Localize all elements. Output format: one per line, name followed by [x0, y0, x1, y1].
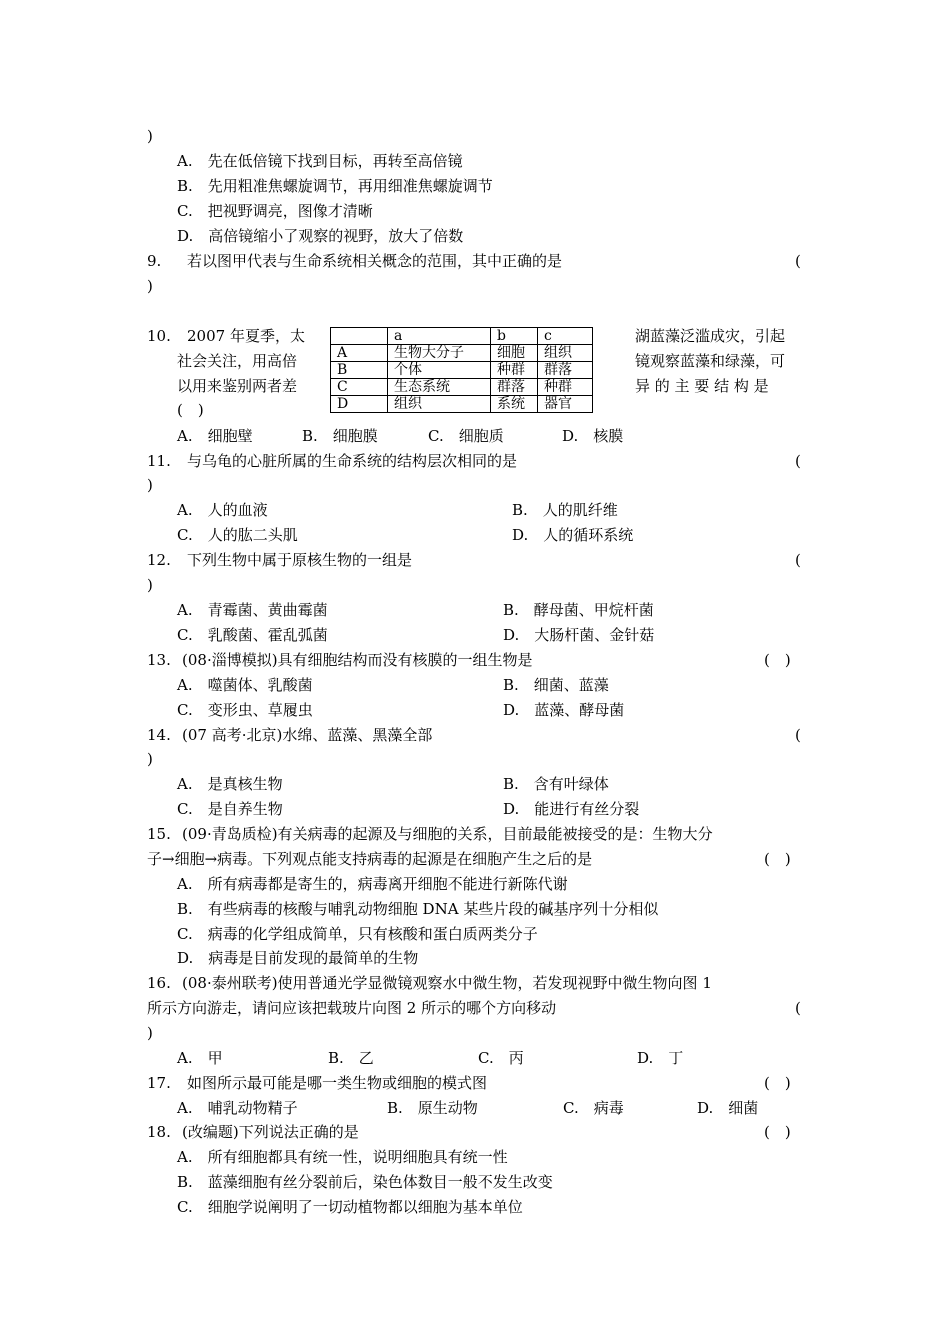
table-cell: 系统 [491, 396, 538, 413]
q10-right-line3: 异 的 主 要 结 构 是 [635, 377, 769, 395]
q16-open-paren: ( [795, 999, 801, 1017]
table-cell: 种群 [491, 362, 538, 379]
q8-option-c: C. 把视野调亮，图像才清晰 [177, 202, 373, 220]
q10-left-line1: 2007 年夏季，太 [187, 327, 305, 345]
q16-stem-line2: 所示方向游走，请问应该把载玻片向图 2 所示的哪个方向移动 [147, 999, 557, 1017]
table-cell: 生物大分子 [388, 345, 491, 362]
table-cell: C [331, 379, 388, 396]
table-cell: 种群 [538, 379, 593, 396]
q10-paren: ( ) [177, 401, 204, 419]
q17-stem: 如图所示最可能是哪一类生物或细胞的模式图 [187, 1074, 488, 1092]
q15-option-b: B. 有些病毒的核酸与哺乳动物细胞 DNA 某些片段的碱基序列十分相似 [177, 900, 659, 918]
q14-close-paren: ) [147, 750, 153, 768]
table-cell: A [331, 345, 388, 362]
q12-number: 12. [147, 551, 171, 569]
q15-stem-line2: 子→细胞→病毒。下列观点能支持病毒的起源是在细胞产生之后的是 [147, 850, 593, 868]
q16-option-d: D. 丁 [637, 1049, 684, 1067]
q11-close-paren: ) [147, 476, 153, 494]
q12-option-d: D. 大肠杆菌、金针菇 [503, 626, 655, 644]
q10-option-d: D. 核膜 [562, 427, 624, 445]
q10-option-b: B. 细胞膜 [302, 427, 378, 445]
q17-answer-paren: ( ) [764, 1074, 791, 1092]
q13-option-c: C. 变形虫、草履虫 [177, 701, 313, 719]
q10-concept-table [330, 327, 593, 413]
q17-number: 17. [147, 1074, 171, 1092]
q14-option-b: B. 含有叶绿体 [503, 775, 609, 793]
q18-option-b: B. 蓝藻细胞有丝分裂前后，染色体数目一般不发生改变 [177, 1173, 553, 1191]
q15-stem-line1: (09·青岛质检)有关病毒的起源及与细胞的关系，目前最能被接受的是：生物大分 [182, 825, 713, 843]
q14-stem: (07 高考·北京)水绵、蓝藻、黑藻全部 [182, 726, 433, 744]
q8-option-a: A. 先在低倍镜下找到目标，再转至高倍镜 [177, 152, 463, 170]
q12-option-b: B. 酵母菌、甲烷杆菌 [503, 601, 654, 619]
q15-answer-paren: ( ) [764, 850, 791, 868]
q16-option-b: B. 乙 [328, 1049, 374, 1067]
table-row [331, 396, 593, 413]
q13-answer-paren: ( ) [764, 651, 791, 669]
q11-stem: 与乌龟的心脏所属的生命系统的结构层次相同的是 [187, 452, 518, 470]
q15-number: 15. [147, 825, 171, 843]
q15-option-d: D. 病毒是目前发现的最简单的生物 [177, 949, 419, 967]
q16-number: 16. [147, 974, 171, 992]
table-row [331, 345, 593, 362]
q14-open-paren: ( [795, 726, 801, 744]
table-cell: 细胞 [491, 345, 538, 362]
table-header-row [331, 328, 593, 345]
q13-option-b: B. 细菌、蓝藻 [503, 676, 609, 694]
q10-left-line3: 以用来鉴别两者差 [177, 377, 298, 395]
q18-option-c: C. 细胞学说阐明了一切动植物都以细胞为基本单位 [177, 1198, 523, 1216]
q11-number: 11. [147, 452, 171, 470]
q10-right-line1: 湖蓝藻泛滥成灾，引起 [635, 327, 786, 345]
q9-close-paren: ) [147, 277, 153, 295]
table-cell [331, 328, 388, 345]
q10-number: 10. [147, 327, 171, 345]
q17-option-c: C. 病毒 [563, 1099, 624, 1117]
q11-option-b: B. 人的肌纤维 [512, 501, 618, 519]
table-cell: 个体 [388, 362, 491, 379]
q18-number: 18. [147, 1123, 171, 1141]
q14-option-d: D. 能进行有丝分裂 [503, 800, 640, 818]
q10-right-line2: 镜观察蓝藻和绿藻，可 [635, 352, 786, 370]
q16-stem-line1: (08·泰州联考)使用普通光学显微镜观察水中微生物，若发现视野中微生物向图 1 [182, 974, 712, 992]
q16-option-a: A. 甲 [177, 1049, 223, 1067]
q12-close-paren: ) [147, 576, 153, 594]
q10-option-a: A. 细胞壁 [177, 427, 253, 445]
q14-number: 14. [147, 726, 171, 744]
q17-option-d: D. 细菌 [697, 1099, 759, 1117]
q16-close-paren: ) [147, 1024, 153, 1042]
table-cell: b [491, 328, 538, 345]
q18-stem: (改编题)下列说法正确的是 [182, 1123, 359, 1141]
q16-option-c: C. 丙 [478, 1049, 524, 1067]
q9-number: 9. [147, 252, 162, 270]
q13-option-a: A. 噬菌体、乳酸菌 [177, 676, 313, 694]
q12-open-paren: ( [795, 551, 801, 569]
q12-option-c: C. 乳酸菌、霍乱弧菌 [177, 626, 328, 644]
q11-option-c: C. 人的肱二头肌 [177, 526, 298, 544]
q9-open-paren: ( [795, 252, 801, 270]
q15-option-c: C. 病毒的化学组成简单，只有核酸和蛋白质两类分子 [177, 925, 538, 943]
q13-number: 13. [147, 651, 171, 669]
q18-answer-paren: ( ) [764, 1123, 791, 1141]
table-cell: 器官 [538, 396, 593, 413]
q17-option-b: B. 原生动物 [387, 1099, 478, 1117]
table-row [331, 379, 593, 396]
q13-option-d: D. 蓝藻、酵母菌 [503, 701, 625, 719]
table-cell: D [331, 396, 388, 413]
q8-option-b: B. 先用粗准焦螺旋调节，再用细准焦螺旋调节 [177, 177, 493, 195]
table-cell: 生态系统 [388, 379, 491, 396]
q18-option-a: A. 所有细胞都具有统一性，说明细胞具有统一性 [177, 1148, 508, 1166]
q15-option-a: A. 所有病毒都是寄生的，病毒离开细胞不能进行新陈代谢 [177, 875, 568, 893]
q14-option-a: A. 是真核生物 [177, 775, 283, 793]
table-cell: 群落 [491, 379, 538, 396]
table-cell: c [538, 328, 593, 345]
q11-option-a: A. 人的血液 [177, 501, 268, 519]
table-cell: 组织 [538, 345, 593, 362]
table-cell: a [388, 328, 491, 345]
q8-option-d: D. 高倍镜缩小了观察的视野，放大了倍数 [177, 227, 464, 245]
q11-open-paren: ( [795, 452, 801, 470]
q17-option-a: A. 哺乳动物精子 [177, 1099, 298, 1117]
q11-option-d: D. 人的循环系统 [512, 526, 634, 544]
q13-stem: (08·淄博模拟)具有细胞结构而没有核膜的一组生物是 [182, 651, 533, 669]
table-row [331, 362, 593, 379]
table-cell: 群落 [538, 362, 593, 379]
q8-close-paren: ) [147, 127, 153, 145]
q10-left-line2: 社会关注，用高倍 [177, 352, 298, 370]
q14-option-c: C. 是自养生物 [177, 800, 283, 818]
table-cell: 组织 [388, 396, 491, 413]
q12-stem: 下列生物中属于原核生物的一组是 [187, 551, 413, 569]
table-cell: B [331, 362, 388, 379]
q10-option-c: C. 细胞质 [428, 427, 504, 445]
q9-stem: 若以图甲代表与生命系统相关概念的范围，其中正确的是 [187, 252, 563, 270]
q12-option-a: A. 青霉菌、黄曲霉菌 [177, 601, 328, 619]
